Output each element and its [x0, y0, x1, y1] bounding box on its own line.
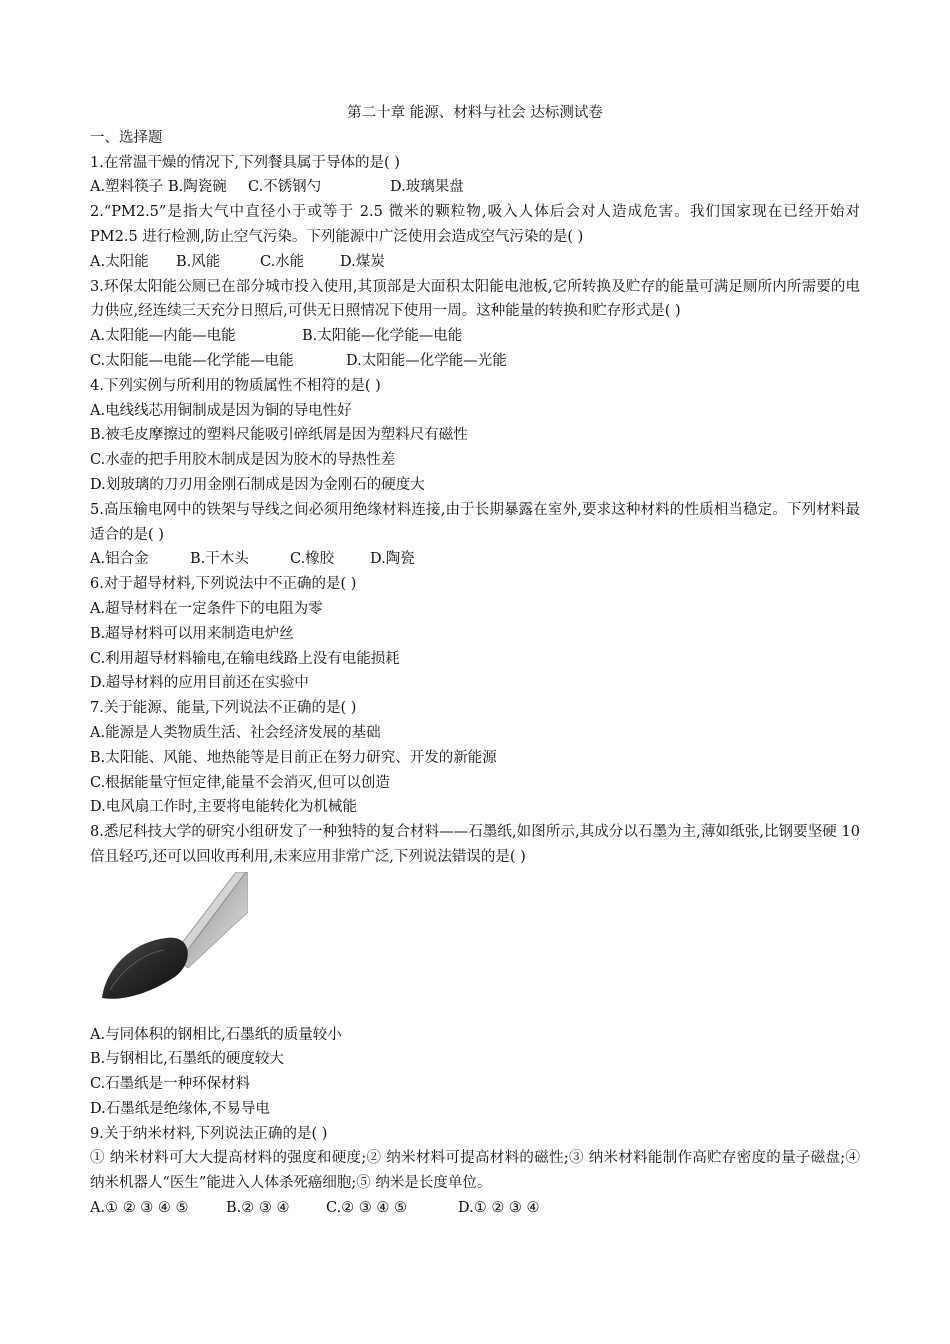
option-c: C.② ③ ④ ⑤: [326, 1200, 408, 1217]
question-4: [90, 374, 860, 498]
option-c: C.橡胶: [290, 551, 335, 568]
option-d: D.煤炭: [340, 253, 385, 270]
option-a: C.石墨纸是一种环保材料: [90, 1076, 251, 1093]
option-row: [90, 448, 860, 473]
option-a: D.超导材料的应用目前还在实验中: [90, 675, 309, 692]
question-stem: 2.“PM2.5”是指大气中直径小于或等于 2.5 微米的颗粒物,吸入人体后会对人造成危害。我们国家现在已经开始对 PM2.5 进行检测,防止空气污染。下列能源中广泛使用会造成空气污染的是( ): [90, 204, 860, 245]
option-row: [90, 399, 860, 424]
option-row: [90, 1196, 860, 1221]
option-row: [90, 795, 860, 820]
question-3: [90, 275, 860, 374]
option-a: C.利用超导材料输电,在输电线路上没有电能损耗: [90, 650, 400, 667]
question-2: [90, 200, 860, 274]
option-a: B.太阳能、风能、地热能等是目前正在努力研究、开发的新能源: [90, 749, 497, 766]
question-1: [90, 151, 860, 201]
option-d: D.太阳能—化学能—光能: [346, 352, 507, 369]
option-row: [90, 473, 860, 498]
option-row: [90, 1023, 860, 1048]
question-5: [90, 498, 860, 572]
section-heading: 一、选择题: [90, 129, 163, 146]
option-a: C.水壶的把手用胶木制成是因为胶木的导热性差: [90, 452, 396, 469]
option-row: [90, 423, 860, 448]
option-b: B.干木头: [190, 551, 249, 568]
option-row: [90, 1097, 860, 1122]
option-d: D.① ② ③ ④: [458, 1200, 540, 1217]
question-8: [90, 820, 860, 1122]
option-a: B.与钢相比,石墨纸的硬度较大: [90, 1051, 284, 1068]
option-a: A.超导材料在一定条件下的电阻为零: [90, 600, 323, 617]
option-row: [90, 647, 860, 672]
option-row: [90, 597, 860, 622]
option-a: A.太阳能: [90, 253, 149, 270]
question-stem: 3.环保太阳能公厕已在部分城市投入使用,其顶部是大面积太阳能电池板,它所转换及贮存的能量可满足厕所内所需要的电力供应,经连续三天充分日照后,可供无日照情况下使用一周。这种能量的转换和贮存形式是( ): [90, 278, 860, 320]
question-stem: 6.对于超导材料,下列说法中不正确的是( ): [90, 576, 357, 593]
option-a: B.超导材料可以用来制造电炉丝: [90, 625, 294, 642]
question-stem: 8.悉尼科技大学的研究小组研发了一种独特的复合材料——石墨纸,如图所示,其成分以石墨为主,薄如纸张,比钢要坚硬 10 倍且轻巧,还可以回收再利用,未来应用非常广泛,下列说法错误的是( ): [90, 824, 860, 865]
option-row: [90, 250, 860, 275]
option-row: [90, 721, 860, 746]
question-7: [90, 696, 860, 820]
option-row: [90, 671, 860, 696]
option-c: C.太阳能—电能—化学能—电能: [90, 352, 294, 369]
option-c: C.不锈钢勺: [248, 179, 322, 196]
option-a: D.电风扇工作时,主要将电能转化为机械能: [90, 799, 357, 816]
question-list: [90, 151, 860, 1221]
option-a: A.电线线芯用铜制成是因为铜的导电性好: [90, 402, 352, 419]
option-row: [90, 746, 860, 771]
option-a: A.与同体积的钢相比,石墨纸的质量较小: [90, 1026, 342, 1043]
option-a: B.被毛皮摩擦过的塑料尺能吸引碎纸屑是因为塑料尺有磁性: [90, 427, 468, 444]
option-a: C.根据能量守恒定律,能量不会消灭,但可以创造: [90, 774, 390, 791]
option-row: [90, 324, 860, 349]
option-a: D.石墨纸是绝缘体,不易导电: [90, 1100, 270, 1117]
question-stem: 5.高压输电网中的铁架与导线之间必须用绝缘材料连接,由于长期暴露在室外,要求这种材料的性质相当稳定。下列材料最适合的是( ): [90, 501, 860, 543]
option-a: D.划玻璃的刀刃用金刚石制成是因为金刚石的硬度大: [90, 476, 425, 493]
option-a: A.① ② ③ ④ ⑤: [90, 1200, 189, 1217]
option-a: A.能源是人类物质生活、社会经济发展的基础: [90, 724, 381, 741]
option-row: [90, 1047, 860, 1072]
option-c: C.水能: [260, 253, 305, 270]
question-9: [90, 1122, 860, 1221]
question-stem: 9.关于纳米材料,下列说法正确的是( ): [90, 1125, 328, 1142]
option-a: A.太阳能—内能—电能: [90, 328, 236, 345]
question-stem: 7.关于能源、能量,下列说法不正确的是( ): [90, 700, 357, 717]
option-d: D.玻璃果盘: [390, 179, 464, 196]
graphite-paper-photo: [96, 872, 248, 1008]
option-row: [90, 175, 860, 200]
option-b: B.② ③ ④: [226, 1200, 290, 1217]
option-a: A.铝合金: [90, 551, 149, 568]
option-row: [90, 1072, 860, 1097]
question-stem: 4.下列实例与所利用的物质属性不相符的是( ): [90, 377, 381, 394]
page-title: 第二十章 能源、材料与社会 达标测试卷: [347, 105, 603, 121]
option-row: [90, 349, 860, 374]
option-a: A.塑料筷子: [90, 179, 164, 196]
option-d: D.陶瓷: [370, 551, 415, 568]
option-row: [90, 771, 860, 796]
option-b: B.陶瓷碗: [168, 179, 227, 196]
option-row: [90, 547, 860, 572]
question-stem: 1.在常温干燥的情况下,下列餐具属于导体的是( ): [90, 154, 400, 171]
question-statements: ① 纳米材料可大大提高材料的强度和硬度;② 纳米材料可提高材料的磁性;③ 纳米材料能制作高贮存密度的量子磁盘;④ 纳米机器人“医生”能进入人体杀死癌细胞;⑤ 纳米是长度单位。: [90, 1150, 860, 1192]
question-6: [90, 572, 860, 696]
option-b: B.风能: [176, 253, 221, 270]
option-b: B.太阳能—化学能—电能: [302, 328, 463, 345]
option-row: [90, 622, 860, 647]
